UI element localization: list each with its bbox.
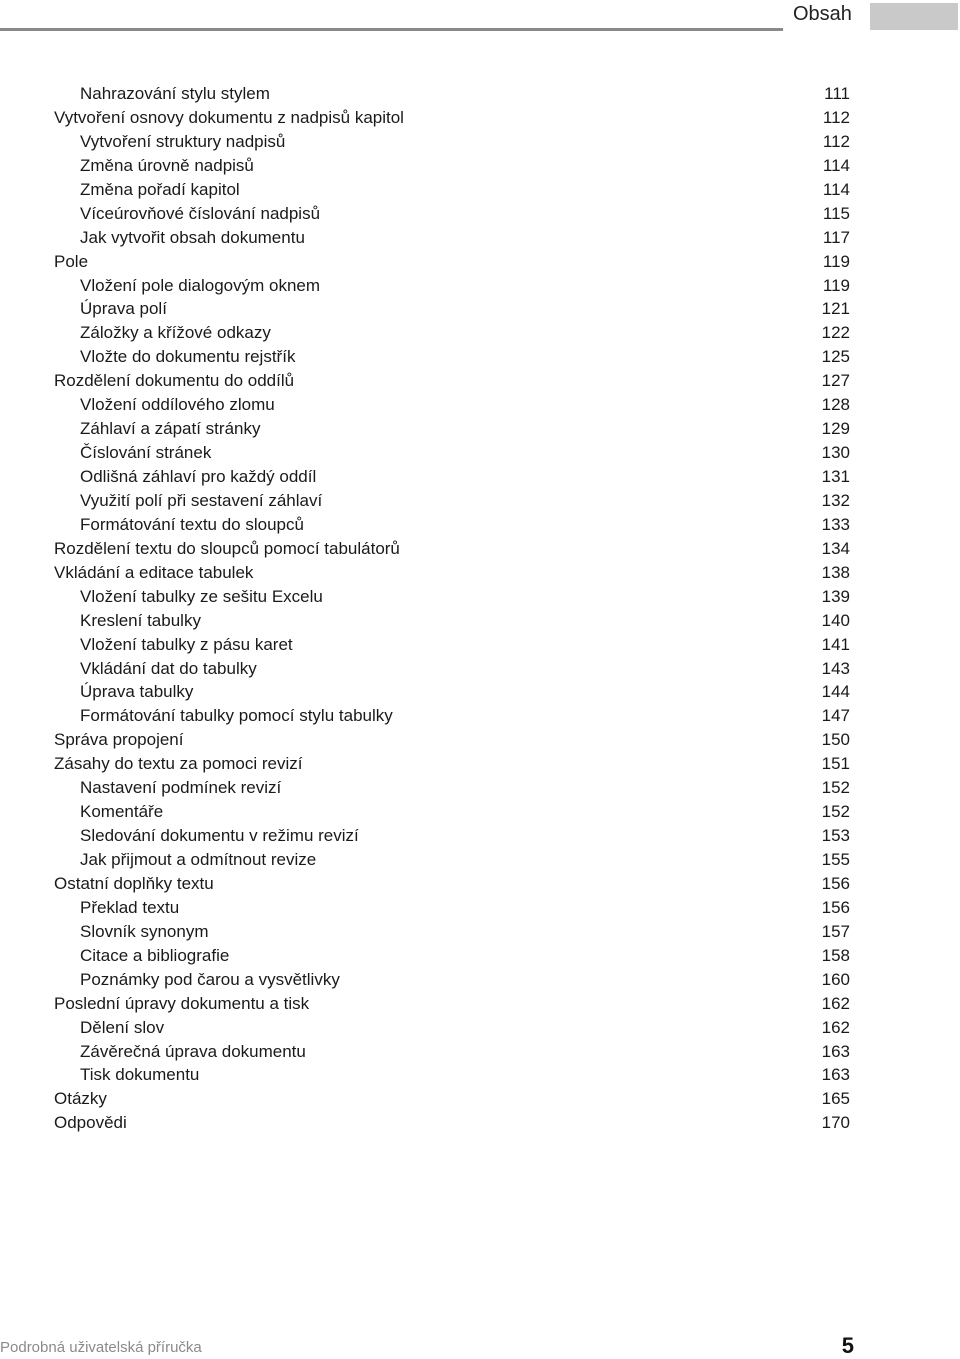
- toc-entry-title: Rozdělení dokumentu do oddílů: [54, 371, 295, 391]
- toc-entry-title: Vytvoření osnovy dokumentu z nadpisů kapitol: [54, 107, 404, 127]
- toc-entry-page: 115: [822, 203, 850, 223]
- toc-entry-title: Využití polí při sestavení záhlaví: [80, 490, 323, 510]
- toc-entry-page: 163: [821, 1065, 850, 1085]
- toc-entry-page: 144: [821, 682, 850, 702]
- toc-entry[interactable]: [0, 130, 960, 154]
- toc-entry[interactable]: [0, 1016, 960, 1040]
- toc-entry-page: 143: [821, 658, 850, 678]
- toc-entry[interactable]: [0, 537, 960, 561]
- toc-entry-page: 114: [822, 155, 850, 175]
- header-rule: [0, 28, 783, 31]
- toc-entry[interactable]: [0, 633, 960, 657]
- toc-entry-page: 111: [824, 84, 850, 103]
- toc-entry-title: Změna úrovně nadpisů: [80, 155, 254, 175]
- toc-entry-page: 140: [821, 610, 850, 630]
- toc-entry-page: 147: [821, 706, 850, 726]
- toc-entry-page: 162: [821, 1017, 850, 1037]
- toc-entry-page: 119: [822, 275, 850, 295]
- toc-entry-title: Vložení tabulky ze sešitu Excelu: [80, 586, 323, 606]
- toc-entry-title: Víceúrovňové číslování nadpisů: [80, 203, 321, 223]
- toc-entry-page: 129: [821, 419, 850, 439]
- toc-entry-title: Zásahy do textu za pomoci revizí: [54, 754, 303, 774]
- toc-entry-title: Správa propojení: [54, 730, 184, 750]
- header-tab-block: [870, 3, 958, 30]
- toc-entry[interactable]: [0, 848, 960, 872]
- toc-entry-title: Formátování tabulky pomocí stylu tabulky: [80, 706, 393, 726]
- toc-entry[interactable]: [0, 585, 960, 609]
- toc-entry[interactable]: [0, 369, 960, 393]
- toc-entry[interactable]: [0, 704, 960, 728]
- toc-entry[interactable]: [0, 513, 960, 537]
- toc-entry[interactable]: [0, 1063, 960, 1087]
- toc-entry-title: Překlad textu: [80, 897, 180, 917]
- toc-entry-page: 160: [821, 969, 850, 989]
- toc-entry-page: 165: [821, 1089, 850, 1109]
- toc-entry-page: 151: [821, 754, 850, 774]
- toc-entry-page: 141: [821, 634, 850, 654]
- footer-book-title: Podrobná uživatelská příručka: [0, 1339, 202, 1356]
- toc-entry-title: Pole: [54, 251, 89, 271]
- toc-entry[interactable]: [0, 752, 960, 776]
- toc-entry[interactable]: [0, 992, 960, 1016]
- toc-entry-title: Vložení tabulky z pásu karet: [80, 634, 293, 654]
- toc-entry-page: 152: [821, 802, 850, 822]
- toc-entry-title: Vkládání dat do tabulky: [80, 658, 257, 678]
- toc-entry-title: Otázky: [54, 1089, 107, 1109]
- toc-entry-title: Závěrečná úprava dokumentu: [80, 1041, 306, 1061]
- toc-entry-title: Záložky a křížové odkazy: [80, 323, 271, 343]
- toc-entry[interactable]: [0, 297, 960, 321]
- toc-entry-title: Odpovědi: [54, 1113, 127, 1133]
- toc-entry[interactable]: [0, 776, 960, 800]
- toc-entry-page: 133: [821, 514, 850, 534]
- toc-entry-title: Citace a bibliografie: [80, 945, 230, 965]
- toc-entry[interactable]: [0, 920, 960, 944]
- toc-entry[interactable]: [0, 800, 960, 824]
- toc-entry[interactable]: [0, 1087, 960, 1111]
- toc-entry[interactable]: [0, 345, 960, 369]
- toc-entry-title: Ostatní doplňky textu: [54, 873, 214, 893]
- toc-entry-page: 128: [821, 395, 850, 415]
- toc-entry-title: Číslování stránek: [80, 443, 212, 463]
- toc-entry-title: Vložení oddílového zlomu: [80, 395, 275, 415]
- toc-entry[interactable]: [0, 441, 960, 465]
- toc-entry[interactable]: [0, 1111, 960, 1135]
- toc-entry-page: 131: [821, 467, 850, 486]
- toc-entry-title: Poslední úpravy dokumentu a tisk: [54, 993, 310, 1013]
- toc-entry[interactable]: [0, 226, 960, 250]
- toc-entry-title: Vložení pole dialogovým oknem: [80, 275, 321, 295]
- toc-entry-page: 156: [821, 897, 850, 917]
- toc-entry[interactable]: [0, 609, 960, 633]
- toc-entry-page: 117: [822, 227, 850, 247]
- toc-entry[interactable]: [0, 561, 960, 585]
- toc-entry-title: Tisk dokumentu: [80, 1065, 200, 1085]
- toc-entry[interactable]: [0, 393, 960, 417]
- toc-entry-page: 112: [822, 131, 850, 151]
- toc-entry-page: 121: [821, 299, 850, 319]
- toc-entry[interactable]: [0, 1040, 960, 1064]
- toc-entry-title: Vytvoření struktury nadpisů: [80, 131, 286, 151]
- toc-entry[interactable]: [0, 154, 960, 178]
- table-of-contents: [0, 82, 960, 1135]
- toc-entry-title: Sledování dokumentu v režimu revizí: [80, 826, 359, 846]
- toc-entry-page: 139: [821, 586, 850, 606]
- toc-entry-page: 112: [822, 107, 850, 127]
- toc-entry-title: Slovník synonym: [80, 921, 209, 941]
- toc-entry-page: 170: [821, 1113, 850, 1133]
- toc-entry-title: Nahrazování stylu stylem: [80, 84, 270, 103]
- toc-entry-page: 155: [821, 850, 850, 869]
- toc-entry-page: 156: [821, 873, 850, 893]
- toc-entry-title: Dělení slov: [80, 1017, 165, 1037]
- toc-entry[interactable]: [0, 321, 960, 345]
- toc-entry[interactable]: [0, 896, 960, 920]
- toc-entry-page: 114: [822, 179, 850, 199]
- toc-entry-page: 157: [821, 921, 850, 941]
- toc-entry[interactable]: [0, 824, 960, 848]
- toc-entry-title: Komentáře: [80, 802, 164, 822]
- footer-page-number: 5: [841, 1333, 854, 1358]
- toc-entry-page: 163: [821, 1041, 850, 1061]
- toc-entry-page: 134: [821, 538, 850, 558]
- toc-entry[interactable]: [0, 968, 960, 992]
- toc-entry[interactable]: [0, 657, 960, 681]
- toc-entry-page: 122: [821, 323, 850, 343]
- toc-entry-title: Vkládání a editace tabulek: [54, 562, 254, 582]
- toc-entry[interactable]: [0, 250, 960, 274]
- toc-entry[interactable]: [0, 728, 960, 752]
- toc-entry-title: Úprava tabulky: [80, 682, 194, 702]
- toc-entry[interactable]: [0, 944, 960, 968]
- toc-entry-title: Vložte do dokumentu rejstřík: [80, 347, 296, 367]
- toc-entry[interactable]: [0, 82, 960, 106]
- toc-entry-page: 158: [821, 945, 850, 965]
- toc-entry[interactable]: [0, 872, 960, 896]
- toc-entry-page: 153: [821, 826, 850, 846]
- toc-entry-title: Nastavení podmínek revizí: [80, 778, 282, 798]
- toc-entry[interactable]: [0, 465, 960, 489]
- toc-entry-title: Záhlaví a zápatí stránky: [80, 419, 261, 439]
- toc-entry[interactable]: [0, 680, 960, 704]
- toc-entry-page: 150: [821, 730, 850, 750]
- toc-entry[interactable]: [0, 202, 960, 226]
- toc-entry-title: Úprava polí: [80, 299, 167, 319]
- toc-entry[interactable]: [0, 106, 960, 130]
- toc-entry-page: 152: [821, 778, 850, 798]
- page-title: Obsah: [793, 3, 852, 25]
- toc-entry-title: Změna pořadí kapitol: [80, 179, 240, 199]
- toc-entry-page: 125: [821, 347, 850, 367]
- toc-entry-page: 162: [821, 993, 850, 1013]
- toc-entry-title: Jak vytvořit obsah dokumentu: [80, 227, 305, 247]
- toc-entry[interactable]: [0, 274, 960, 298]
- toc-entry-title: Formátování textu do sloupců: [80, 514, 304, 534]
- toc-entry-title: Poznámky pod čarou a vysvětlivky: [80, 969, 340, 989]
- toc-entry-page: 130: [821, 443, 850, 463]
- toc-entry-page: 119: [822, 251, 850, 271]
- toc-entry-page: 132: [821, 490, 850, 510]
- toc-entry-title: Kreslení tabulky: [80, 610, 201, 630]
- toc-entry-title: Odlišná záhlaví pro každý oddíl: [80, 467, 317, 486]
- toc-entry-title: Jak přijmout a odmítnout revize: [80, 850, 317, 869]
- toc-entry-page: 127: [821, 371, 850, 391]
- toc-entry[interactable]: [0, 178, 960, 202]
- toc-entry-title: Rozdělení textu do sloupců pomocí tabulátorů: [54, 538, 400, 558]
- toc-entry-page: 138: [821, 562, 850, 582]
- toc-entry[interactable]: [0, 489, 960, 513]
- toc-entry[interactable]: [0, 417, 960, 441]
